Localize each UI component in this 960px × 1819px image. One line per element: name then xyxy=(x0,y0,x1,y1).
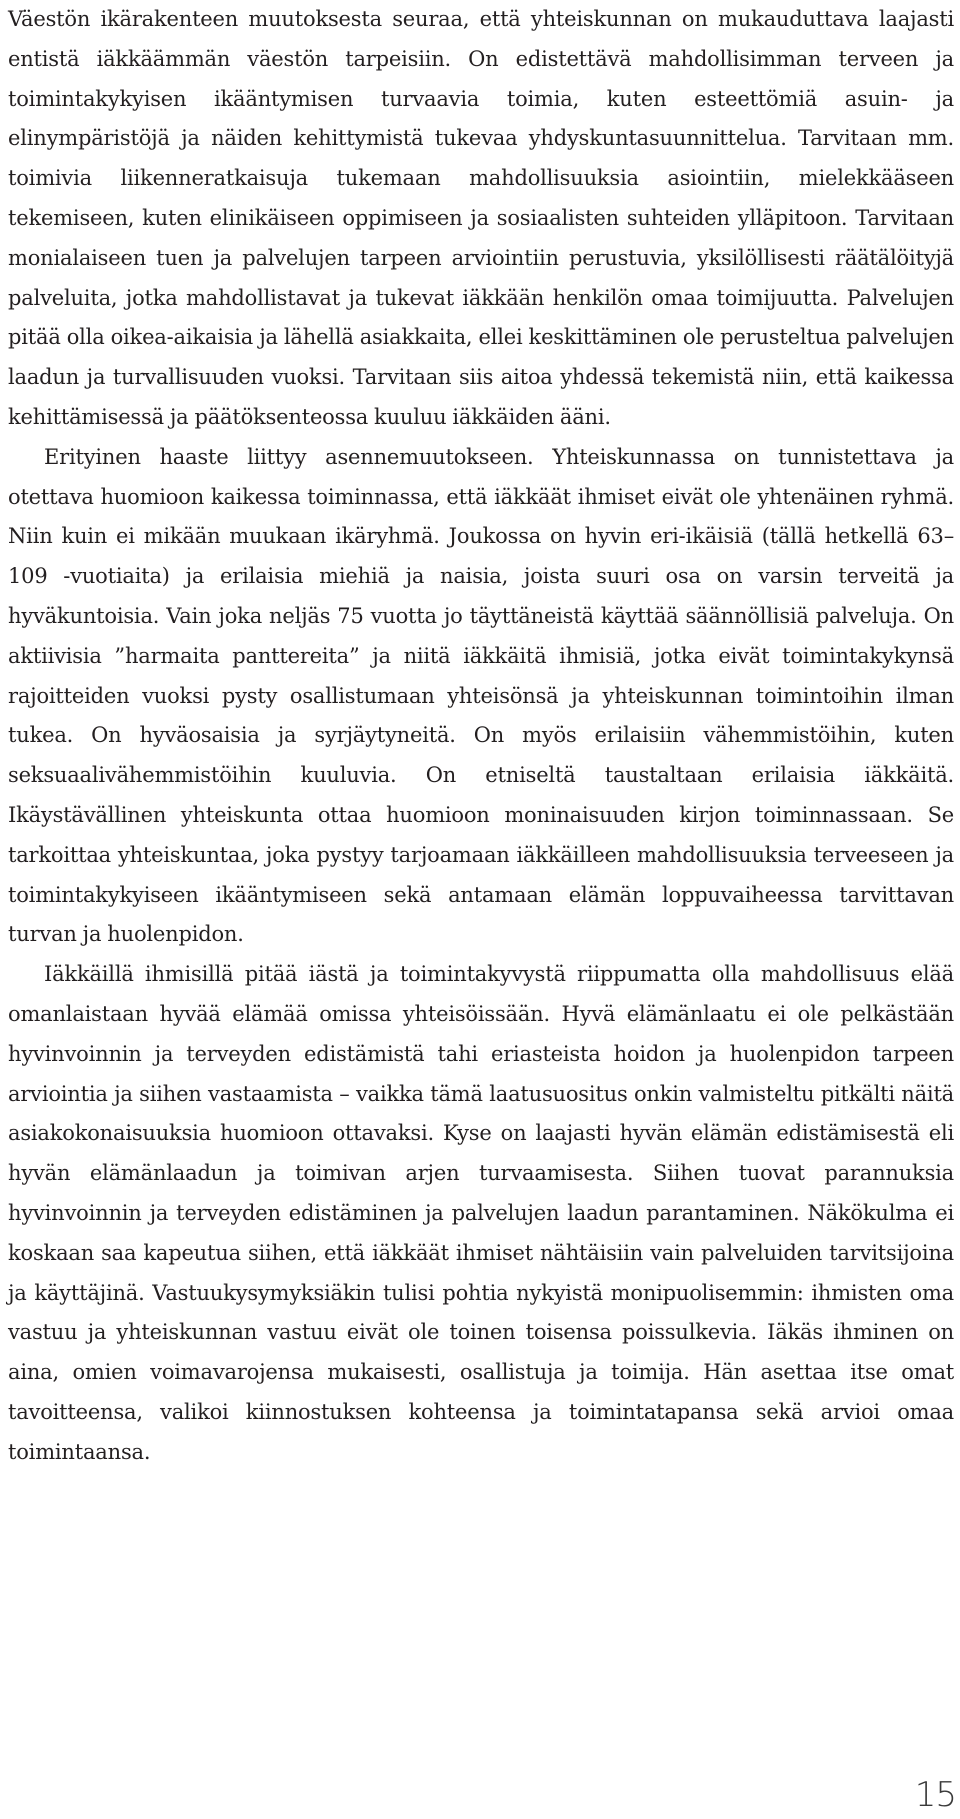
paragraph-attitude-change: Erityinen haaste liittyy asennemuutokseen. Yhteiskunnassa on tunnistettava ja otettava huomioon kaikessa toiminnassa, että iäkkäät ihmiset eivät ole yhtenäinen ryhmä. Niin kuin ei mikään muukaan ikäryhmä. Joukossa on hyvin eri-ikäisiä (tällä hetkellä 63–109 -vuotiaita) ja erilaisia miehiä ja naisia, joista suuri osa on varsin terveitä ja hyväkuntoisia. Vain joka neljäs 75 vuotta jo täyttäneistä käyttää säännöllisiä palveluja. On aktiivisia ”harmaita panttereita” ja niitä iäkkäitä ihmisiä, jotka eivät toimintakykynsä rajoitteiden vuoksi pysty osallistumaan yhteisönsä ja yhteiskunnan toimintoihin ilman tukea. On hyväosaisia ja syrjäytyneitä. On myös erilaisiin vähemmistöihin, kuten seksuaalivähemmistöihin kuuluvia. On etniseltä taustaltaan erilaisia iäkkäitä. Ikäystävällinen yhteiskunta ottaa huomioon moninaisuuden kirjon toiminnassaan. Se tarkoittaa yhteiskuntaa, joka pystyy tarjoamaan iäkkäilleen mahdollisuuksia terveeseen ja toimintakykyiseen ikääntymiseen sekä antamaan elämän loppuvaiheessa tarvittavan turvan ja huolenpidon. xyxy=(8,444,954,947)
paragraph-good-life: Iäkkäillä ihmisillä pitää iästä ja toimintakyvystä riippumatta olla mahdollisuus elää omanlaistaan hyvää elämää omissa yhteisöissään. Hyvä elämänlaatu ei ole pelkästään hyvinvoinnin ja terveyden edistämistä tahi eriasteista hoidon ja huolenpidon tarpeen arviointia ja siihen vastaamista – vaikka tämä laatusuositus onkin valmisteltu pitkälti näitä asiakokonaisuuksia huomioon ottavaksi. Kyse on laajasti hyvän elämän edistämisestä eli hyvän elämänlaadun ja toimivan arjen turvaamisesta. Siihen tuovat parannuksia hyvinvoinnin ja terveyden edistäminen ja palvelujen laadun parantaminen. Näkökulma ei koskaan saa kapeutua siihen, että iäkkäät ihmiset nähtäisiin vain palveluiden tarvitsijoina ja käyttäjinä. Vastuukysymyksiäkin tulisi pohtia nykyistä monipuolisemmin: ihmisten oma vastuu ja yhteiskunnan vastuu eivät ole toinen toisensa poissulkevia. Iäkäs ihminen on aina, omien voimavarojensa mukaisesti, osallistuja ja toimija. Hän asettaa itse omat tavoitteensa, valikoi kiinnostuksen kohteensa ja toimintatapansa sekä arvioi omaa toimintaansa. xyxy=(8,962,954,1464)
paragraph-population-ageing: Väestön ikärakenteen muutoksesta seuraa, että yhteiskunnan on mukauduttava laajasti entistä iäkkäämmän väestön tarpeisiin. On edistettävä mahdollisimman terveen ja toimintakykyisen ikääntymisen turvaavia toimia, kuten esteettömiä asuin- ja elinympäristöjä ja näiden kehittymistä tukevaa yhdyskuntasuunnittelua. Tarvitaan mm. toimivia liikenneratkaisuja tukemaan mahdollisuuksia asiointiin, mielekkääseen tekemiseen, kuten elinikäiseen oppimiseen ja sosiaalisten suhteiden ylläpitoon. Tarvitaan monialaiseen tuen ja palvelujen tarpeen arviointiin perustuvia, yksilöllisesti räätälöityjä palveluita, jotka mahdollistavat ja tukevat iäkkään henkilön omaa toimijuutta. Palvelujen pitää olla oikea-aikaisia ja lähellä asiakkaita, ellei keskittäminen ole perusteltua palvelujen laadun ja turvallisuuden vuoksi. Tarvitaan siis aitoa yhdessä tekemistä niin, että kaikessa kehittämisessä ja päätöksenteossa kuuluu iäkkäiden ääni. xyxy=(8,7,954,429)
page-body xyxy=(8,0,954,1472)
page-number: 15 xyxy=(914,1775,956,1815)
